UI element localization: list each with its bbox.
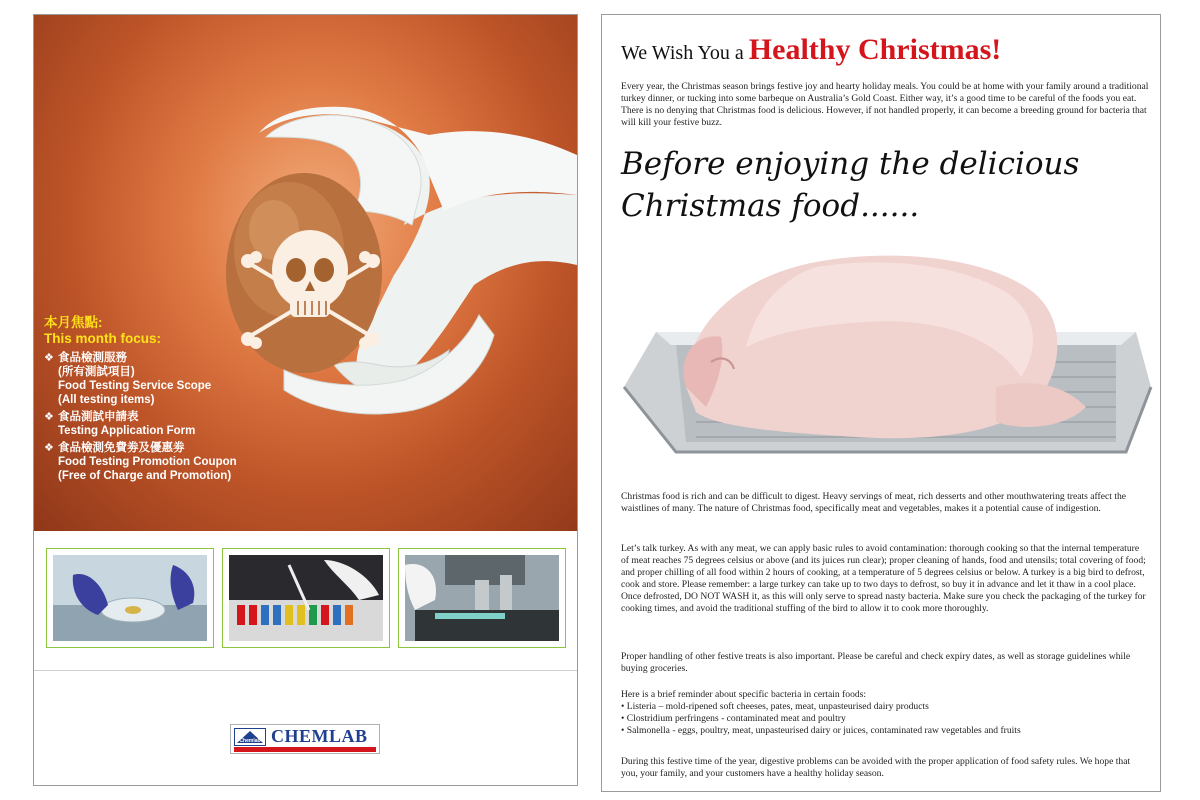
pipette-samples-image — [229, 555, 383, 641]
focus-item-line: Food Testing Service Scope — [58, 380, 212, 392]
focus-item-service-scope — [44, 351, 374, 407]
lab-photo-pipette — [222, 548, 390, 648]
logo-area — [34, 672, 577, 785]
headline — [621, 33, 1001, 67]
lab-photo-strip — [34, 531, 577, 671]
microscope-image — [405, 555, 559, 641]
focus-item-application-form — [44, 410, 374, 438]
chemlab-logo-mark-icon — [234, 728, 266, 746]
focus-item-promotion-coupon — [44, 441, 374, 483]
chemlab-logo — [230, 724, 380, 754]
script-title — [621, 143, 1161, 227]
monthly-focus-panel — [44, 315, 374, 483]
focus-heading-en: This month focus: — [44, 331, 161, 346]
script-title-line: Before enjoying the delicious — [621, 146, 1080, 182]
chemlab-logo-text: CHEMLAB — [271, 726, 368, 746]
right-page — [601, 14, 1161, 792]
focus-item-line: 食品檢測免費劵及優惠劵 — [58, 442, 185, 454]
raw-turkey-in-roasting-tray-image — [616, 237, 1156, 487]
left-page — [33, 14, 578, 786]
diamond-bullet-icon: ❖ — [44, 442, 54, 454]
petri-dish-image — [53, 555, 207, 641]
bacteria-list-intro: Here is a brief reminder about specific bacteria in certain foods: — [621, 689, 867, 700]
script-title-line: Christmas food...... — [621, 188, 920, 224]
paragraph-digestion: Christmas food is rich and can be difficult to digest. Heavy servings of meat, rich desserts and other mouthwatering treats affect the waistlines of many. The nature of Christmas food, specifically meat and vegetables, makes it a potential cause of indigestion. — [621, 491, 1127, 514]
paragraph-closing: During this festive time of the year, digestive problems can be avoided with the proper application of food safety rules. We hope that you, your family, and your customers have a healthy holiday season. — [621, 756, 1131, 779]
headline-prefix: We Wish You a — [621, 42, 749, 64]
bacteria-list — [621, 689, 1149, 737]
focus-item-line: Food Testing Promotion Coupon — [58, 456, 237, 468]
focus-item-line: (All testing items) — [58, 394, 155, 406]
logo-mark-text: Chemlab — [239, 738, 261, 744]
hero-section — [34, 15, 577, 531]
focus-item-line: 食品測試申請表 — [58, 411, 139, 423]
bacteria-list-item: • Clostridium perfringens - contaminated meat and poultry — [621, 712, 846, 724]
focus-item-line: (所有測試項目) — [58, 366, 135, 378]
bacteria-list-item: • Salmonella - eggs, poultry, meat, unpasteurised dairy or juices, contaminated raw vegetables and fruits — [621, 724, 1021, 736]
focus-heading-zh: 本月焦點: — [44, 315, 103, 330]
headline-main: Healthy Christmas! — [748, 33, 1002, 66]
paragraph-festive-treats: Proper handling of other festive treats is also important. Please be careful and check expiry dates, as well as storage guidelines while buying groceries. — [621, 651, 1131, 674]
paragraph-turkey: Let’s talk turkey. As with any meat, we can apply basic rules to avoid contamination: thorough cooking so that the internal temperature of meat reaches 75 degrees celsius or above (and its juices run clear); proper cleaning of hands, food and utensils; total covering of food; and proper chilling of all food within 2 hours of cooking, at a temperature of 5 degrees celsius or below. A turkey is a big bird to defrost, cook and store. Please remember: a large turkey can take up to two days to defrost, so buy it in advance and let it thaw in a cool place. Once defrosted, DO NOT WASH it, as this will only serve to spread nasty bacteria. Make sure you check the packaging of the turkey for cooking times, and avoid the traditional stuffing of the bird to allow it to cook more thoroughly. — [621, 543, 1146, 614]
focus-item-line: Testing Application Form — [58, 425, 196, 437]
focus-item-line: (Free of Charge and Promotion) — [58, 470, 232, 482]
bacteria-list-item: • Listeria – mold-ripened soft cheeses, pates, meat, unpasteurised dairy products — [621, 700, 929, 712]
focus-item-line: 食品檢測服務 — [58, 352, 127, 364]
lab-photo-petri-dish — [46, 548, 214, 648]
lab-photo-microscope — [398, 548, 566, 648]
diamond-bullet-icon: ❖ — [44, 411, 54, 423]
intro-paragraph: Every year, the Christmas season brings festive joy and hearty holiday meals. You could be at home with your family around a traditional turkey dinner, or tucking into some barbeque on Australia’s Gold Coast. Either way, it’s a good time to be careful of the foods you eat. There is no denying that Christmas food is delicious. However, if not handled properly, it can become a breeding ground for bacteria that will kill your festive buzz. — [621, 81, 1149, 128]
logo-red-bar — [234, 747, 376, 752]
diamond-bullet-icon: ❖ — [44, 352, 54, 364]
